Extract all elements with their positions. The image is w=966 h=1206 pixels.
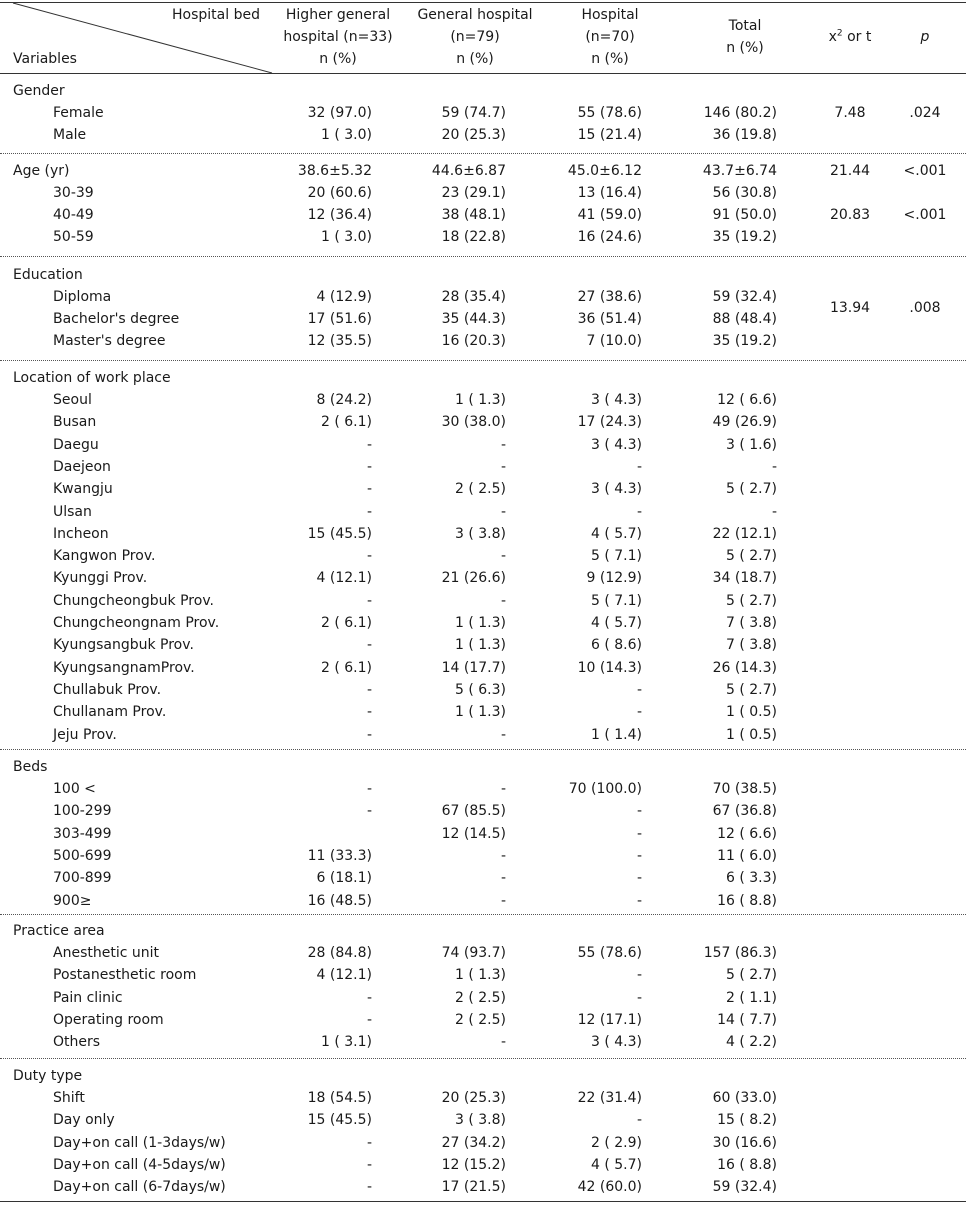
cell-value: 2 ( 2.5) (455, 1011, 506, 1028)
cell-value: 30 (16.6) (712, 1134, 777, 1151)
cell-value: 9 (12.9) (586, 570, 642, 587)
header-chi-square: $x^2$ or t (828, 28, 872, 45)
row-label: 100 < (53, 781, 96, 797)
cell-value: 3 ( 3.8) (455, 1112, 506, 1129)
row-label: Kyunggi Prov. (53, 570, 148, 587)
cell-value: - (366, 637, 372, 654)
table-row-age: Age (yr) 38.6±5.32 44.6±6.87 45.0±6.12 43.7±6.74 21.44 <.001 (13, 163, 947, 179)
cell-value: - (366, 1156, 372, 1173)
cell-value: 7 ( 3.8) (726, 615, 777, 631)
cell-value: 67 (85.5) (441, 803, 506, 820)
header-col2-line2: (n=79) (450, 29, 500, 45)
table-row (0, 545, 966, 567)
table-row (0, 657, 966, 679)
cell-value: 4 ( 5.7) (591, 525, 642, 542)
header-col1-line2: hospital (n=33) (283, 29, 393, 45)
cell-value: 3 ( 4.3) (591, 392, 642, 408)
row-label: KyungsangnamProv. (53, 659, 195, 676)
row-label: Chullanam Prov. (53, 704, 167, 721)
cell-value: - (500, 847, 506, 864)
row-label: 900≥ (53, 892, 92, 909)
cell-value: 14 (17.7) (441, 659, 506, 676)
cell-value: - (366, 681, 372, 698)
cell-value: 3 ( 1.6) (726, 436, 777, 453)
cell-value: 12 (15.2) (441, 1156, 506, 1173)
table-row (0, 612, 966, 634)
table-row (0, 1154, 966, 1176)
cell-value: 16 (48.5) (307, 892, 372, 909)
cell-value: 6 ( 3.3) (726, 870, 777, 887)
cell-value: 2 ( 6.1) (321, 414, 372, 431)
cell-value: 16 ( 8.8) (717, 1156, 777, 1173)
section-title-education: Education (13, 267, 83, 283)
cell-value: 2 ( 2.5) (455, 989, 506, 1006)
table-row: Diploma 4 (12.9) 28 (35.4) 27 (38.6) 59 (32.4) (53, 289, 777, 305)
table-row (0, 890, 966, 912)
section-divider (0, 1058, 966, 1059)
table-row (0, 411, 966, 433)
table-row (0, 942, 966, 964)
section-divider (0, 360, 966, 361)
section-divider (0, 256, 966, 257)
table-row (0, 1132, 966, 1154)
cell-value: 1 ( 1.4) (591, 726, 642, 743)
cell-value: 21 (26.6) (441, 570, 506, 587)
cell-value: 30 (38.0) (441, 414, 506, 431)
cell-value: 67 (36.8) (712, 803, 777, 820)
cell-value: - (366, 704, 372, 721)
row-label: Postanesthetic room (53, 967, 197, 984)
header-col3-line3: n (%) (591, 51, 629, 67)
header-total-line2: n (%) (726, 40, 764, 56)
row-label: Kangwon Prov. (53, 548, 156, 565)
cell-value: - (636, 825, 642, 842)
cell-value: - (366, 436, 372, 453)
header-variables: Variables (13, 51, 77, 67)
cell-value: 1 ( 1.3) (455, 704, 506, 721)
cell-value: 14 ( 7.7) (717, 1011, 777, 1028)
cell-value: - (771, 503, 777, 520)
cell-value: 74 (93.7) (441, 945, 506, 961)
row-label: Seoul (53, 392, 92, 408)
cell-value: 3 ( 4.3) (591, 481, 642, 498)
table-row: Female 32 (97.0) 59 (74.7) 55 (78.6) 146 (80.2) 7.48 .024 (53, 105, 941, 121)
row-label: Pain clinic (53, 989, 123, 1006)
table-row (0, 590, 966, 612)
row-label: 700-899 (53, 870, 112, 887)
table-row (0, 434, 966, 456)
row-label: Chungcheongbuk Prov. (53, 592, 214, 609)
table-row (0, 867, 966, 889)
cell-value: 157 (86.3) (703, 945, 777, 961)
cell-value: 12 ( 6.6) (717, 392, 777, 408)
table-row: Bachelor's degree 17 (51.6) 35 (44.3) 36 (51.4) 88 (48.4) (53, 311, 777, 327)
cell-value: 28 (84.8) (307, 945, 372, 961)
table-row (0, 1009, 966, 1031)
cell-value: 5 ( 2.7) (726, 681, 777, 698)
table-row (0, 800, 966, 822)
cell-value: 1 ( 1.3) (455, 392, 506, 408)
cell-value: - (366, 548, 372, 565)
bottom-rule (0, 1201, 966, 1202)
cell-value: 5 ( 7.1) (591, 592, 642, 609)
header-rule (0, 73, 966, 74)
cell-value: - (366, 1011, 372, 1028)
table-row (0, 389, 966, 411)
header-p-value: p (920, 29, 930, 45)
row-label: Kwangju (53, 481, 113, 498)
cell-value: 1 ( 0.5) (726, 726, 777, 743)
header-col1-line3: n (%) (319, 51, 357, 67)
row-label: 100-299 (53, 803, 112, 820)
section-title-duty: Duty type (13, 1068, 83, 1084)
cell-value: 5 ( 2.7) (726, 967, 777, 984)
section-divider (0, 153, 966, 154)
row-label: Anesthetic unit (53, 945, 159, 961)
cell-value: 1 ( 1.3) (455, 615, 506, 631)
row-label: Chungcheongnam Prov. (53, 615, 220, 631)
cell-value: 49 (26.9) (712, 414, 777, 431)
table-row: Male 1 ( 3.0) 20 (25.3) 15 (21.4) 36 (19.8) (53, 127, 777, 143)
cell-value: 2 ( 1.1) (726, 989, 777, 1006)
row-label: Others (53, 1034, 101, 1051)
header-col3-line2: (n=70) (585, 29, 635, 45)
cell-value: 3 ( 3.8) (455, 525, 506, 542)
cell-value: - (366, 1179, 372, 1196)
cell-value: 12 ( 6.6) (717, 825, 777, 842)
cell-value: - (366, 726, 372, 743)
cell-value: 7 ( 3.8) (726, 637, 777, 654)
cell-value: - (636, 1112, 642, 1129)
row-label: 500-699 (53, 847, 112, 864)
table-row: 40-49 12 (36.4) 38 (48.1) 41 (59.0) 91 (50.0) 20.83 <.001 (53, 207, 947, 223)
cell-value: 4 ( 5.7) (591, 1156, 642, 1173)
cell-value: 34 (18.7) (712, 570, 777, 587)
cell-value: - (500, 781, 506, 797)
cell-value: 20 (25.3) (441, 1090, 506, 1106)
cell-value: - (366, 989, 372, 1006)
cell-value: - (366, 481, 372, 498)
cell-value: 6 ( 8.6) (591, 637, 642, 654)
table-row (0, 456, 966, 478)
cell-value: 2 ( 6.1) (321, 659, 372, 676)
table-row (0, 964, 966, 986)
cell-value: 1 ( 0.5) (726, 704, 777, 721)
cell-value: 16 ( 8.8) (717, 892, 777, 909)
cell-value: 18 (54.5) (307, 1090, 372, 1106)
table-row (0, 778, 966, 800)
cell-value: - (366, 1134, 372, 1151)
cell-value: - (636, 967, 642, 984)
cell-value: 3 ( 4.3) (591, 436, 642, 453)
cell-value: - (366, 781, 372, 797)
table-row (0, 1109, 966, 1131)
table-row: 50-59 1 ( 3.0) 18 (22.8) 16 (24.6) 35 (19.2) (53, 229, 777, 245)
cell-value: 5 ( 2.7) (726, 481, 777, 498)
cell-value: - (636, 847, 642, 864)
cell-value: - (366, 458, 372, 475)
table-row: 30-39 20 (60.6) 23 (29.1) 13 (16.4) 56 (30.8) (53, 185, 777, 201)
cell-value: - (366, 803, 372, 820)
cell-value: 6 (18.1) (316, 870, 372, 887)
cell-value: 70 (38.5) (712, 781, 777, 797)
cell-value: - (636, 870, 642, 887)
cell-value: - (636, 704, 642, 721)
table-row (0, 823, 966, 845)
cell-value: - (500, 1034, 506, 1051)
section-divider (0, 749, 966, 750)
cell-value: - (500, 436, 506, 453)
cell-value: - (636, 892, 642, 909)
cell-value: 15 (45.5) (307, 1112, 372, 1129)
row-label: Day+on call (6-7days/w) (53, 1179, 226, 1196)
cell-value: 5 ( 2.7) (726, 548, 777, 565)
row-label: Jeju Prov. (53, 726, 117, 743)
table-row (0, 1031, 966, 1053)
cell-value: 60 (33.0) (712, 1090, 777, 1106)
section-title-beds: Beds (13, 759, 48, 775)
table-row (0, 845, 966, 867)
cell-value: 22 (31.4) (577, 1090, 642, 1106)
section-title-practice: Practice area (13, 923, 105, 939)
header-col2-line1: General hospital (417, 7, 533, 23)
table-row (0, 1087, 966, 1109)
header-col1-line1: Higher general (285, 7, 391, 23)
cell-value: 1 ( 1.3) (455, 967, 506, 984)
row-label: 303-499 (53, 825, 112, 842)
table-row (0, 567, 966, 589)
row-label: Incheon (53, 525, 109, 542)
cell-value: 17 (21.5) (441, 1179, 506, 1196)
cell-value: - (636, 503, 642, 520)
section-title-location: Location of work place (13, 370, 171, 386)
cell-value: 4 ( 2.2) (726, 1034, 777, 1051)
cell-value: 55 (78.6) (577, 945, 642, 961)
cell-value: 11 ( 6.0) (717, 847, 777, 864)
cell-value: 5 ( 6.3) (455, 681, 506, 698)
cell-value: 2 ( 6.1) (321, 615, 372, 631)
header-total-line1: Total (728, 18, 762, 34)
cell-value: - (500, 870, 506, 887)
table-row (0, 987, 966, 1009)
cell-value: - (636, 458, 642, 475)
table-row (0, 634, 966, 656)
table-row (0, 501, 966, 523)
cell-value: 17 (24.3) (577, 414, 642, 431)
education-stats: 13.94 .008 (829, 300, 941, 316)
section-title-gender: Gender (13, 83, 65, 99)
cell-value: 12 (17.1) (577, 1011, 642, 1028)
cell-value: - (500, 892, 506, 909)
table-row (0, 1176, 966, 1198)
table-row (0, 523, 966, 545)
header-col3-line1: Hospital (581, 7, 639, 23)
row-label: Kyungsangbuk Prov. (53, 637, 194, 654)
row-label: Day+on call (4-5days/w) (53, 1156, 226, 1173)
cell-value: 42 (60.0) (577, 1179, 642, 1196)
cell-value: 3 ( 4.3) (591, 1034, 642, 1051)
cell-value: - (500, 726, 506, 743)
cell-value: 5 ( 2.7) (726, 592, 777, 609)
row-label: Daegu (53, 436, 99, 453)
row-label: Day only (53, 1112, 115, 1129)
cell-value: 11 (33.3) (307, 847, 372, 864)
cell-value: - (636, 681, 642, 698)
cell-value: 27 (34.2) (441, 1134, 506, 1151)
section-divider (0, 914, 966, 915)
cell-value: 15 (45.5) (307, 525, 372, 542)
row-label: Shift (53, 1090, 85, 1106)
cell-value: 1 ( 3.1) (321, 1034, 372, 1051)
row-label: Chullabuk Prov. (53, 681, 162, 698)
table-row (0, 701, 966, 723)
table-row (0, 679, 966, 701)
cell-value: 15 ( 8.2) (717, 1112, 777, 1129)
table-row (0, 724, 966, 746)
cell-value: - (500, 548, 506, 565)
cell-value: 70 (100.0) (568, 781, 642, 797)
table-row: Master's degree 12 (35.5) 16 (20.3) 7 (10.0) 35 (19.2) (53, 333, 777, 349)
cell-value: 4 (12.1) (316, 570, 372, 587)
header-col2-line3: n (%) (456, 51, 494, 67)
cell-value: 4 ( 5.7) (591, 615, 642, 631)
row-label: Ulsan (53, 503, 92, 520)
table-row (0, 478, 966, 500)
cell-value: - (500, 592, 506, 609)
cell-value: - (636, 803, 642, 820)
cell-value: - (636, 989, 642, 1006)
cell-value: 26 (14.3) (712, 659, 777, 676)
cell-value: 1 ( 1.3) (455, 637, 506, 654)
cell-value: - (500, 503, 506, 520)
cell-value: 22 (12.1) (712, 525, 777, 542)
cell-value: 59 (32.4) (712, 1179, 777, 1196)
cell-value: 12 (14.5) (441, 825, 506, 842)
cell-value: 2 ( 2.5) (455, 481, 506, 498)
cell-value: - (366, 592, 372, 609)
row-label: Busan (53, 414, 97, 431)
row-label: Day+on call (1-3days/w) (53, 1134, 226, 1151)
row-label: Daejeon (53, 458, 111, 475)
header-hospital-bed: Hospital bed (172, 7, 260, 23)
cell-value: 8 (24.2) (316, 392, 372, 408)
cell-value: 4 (12.1) (316, 967, 372, 984)
cell-value: 2 ( 2.9) (591, 1134, 642, 1151)
cell-value: - (366, 503, 372, 520)
cell-value: 5 ( 7.1) (591, 548, 642, 565)
cell-value: - (500, 458, 506, 475)
row-label: Operating room (53, 1011, 164, 1028)
cell-value: 10 (14.3) (577, 659, 642, 676)
cell-value: - (771, 458, 777, 475)
